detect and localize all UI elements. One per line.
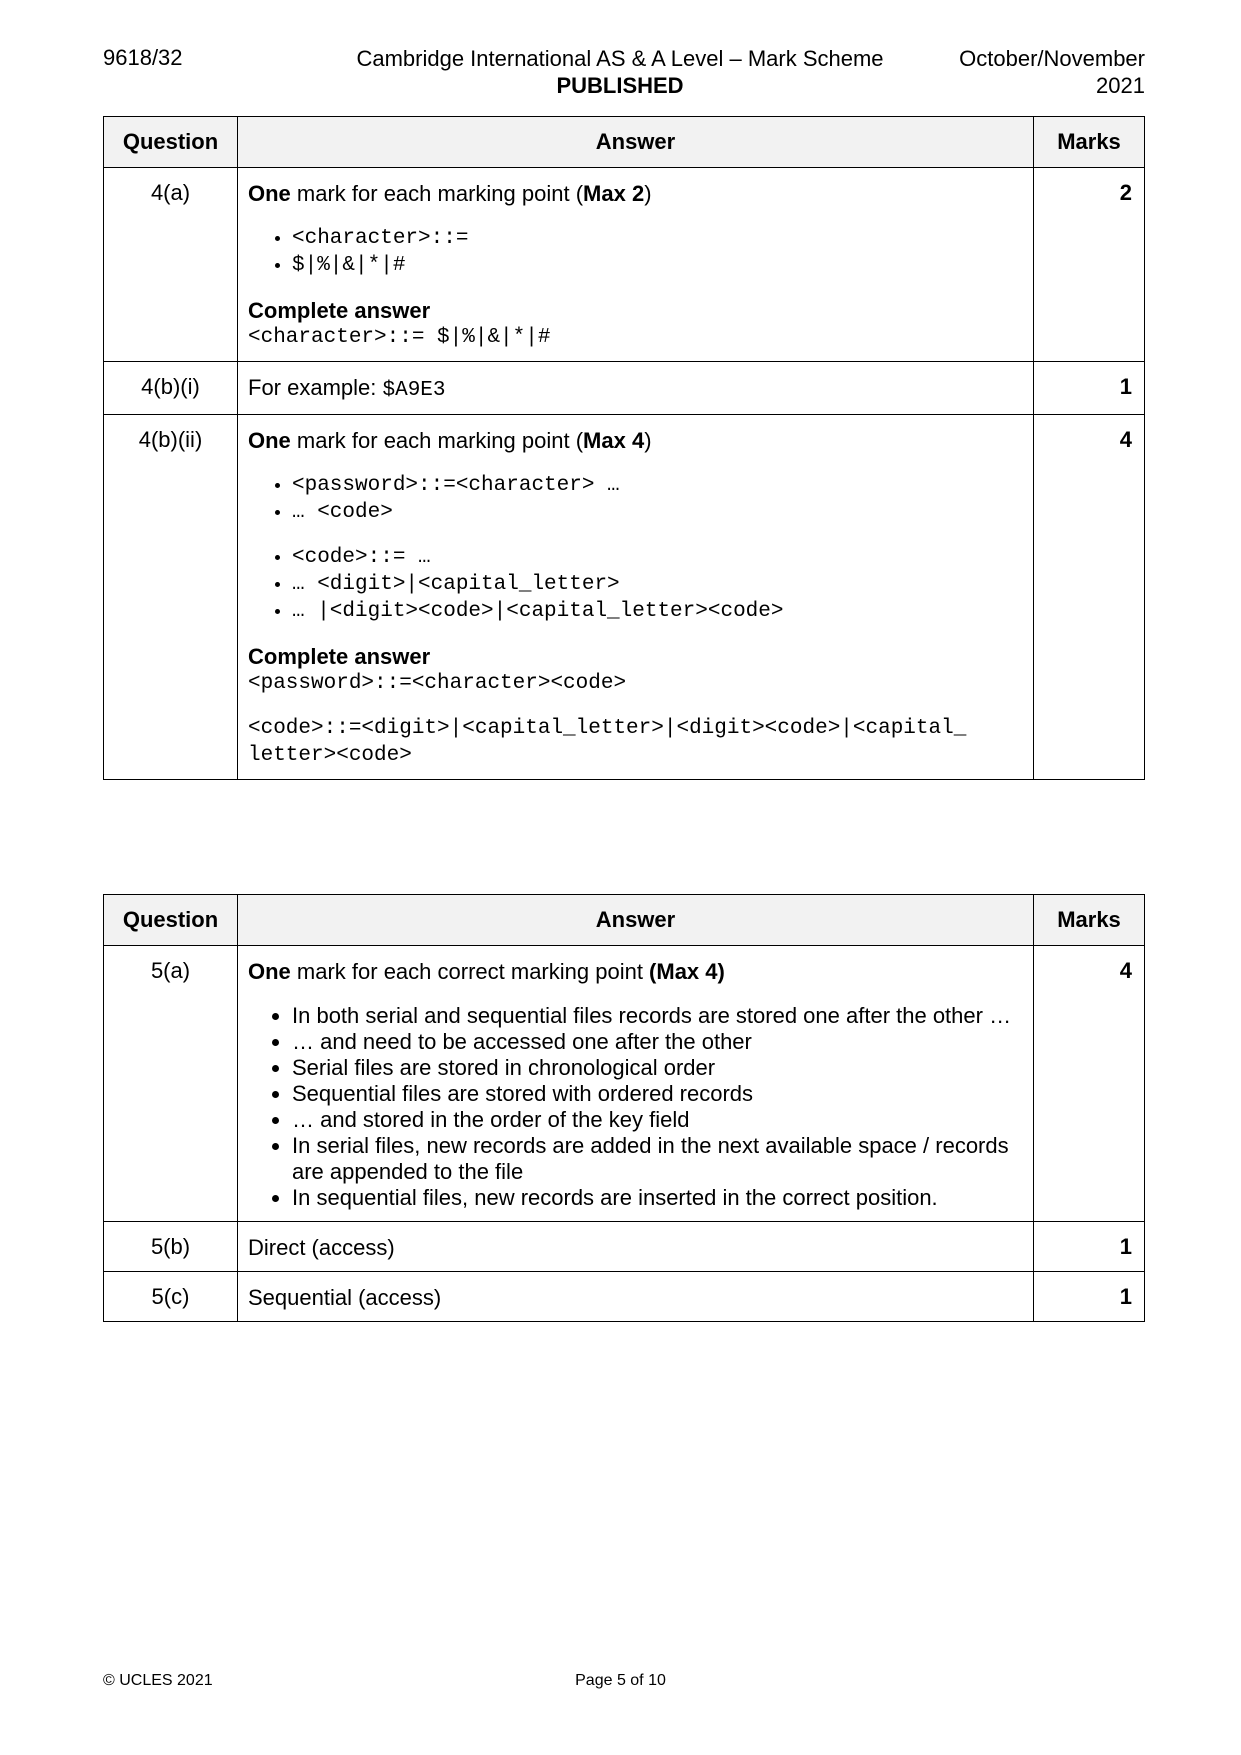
- list-item: • … and need to be accessed one after the other: [292, 1029, 1023, 1055]
- session-month: October/November: [959, 46, 1145, 71]
- marking-points: [248, 225, 1023, 279]
- answer-header: Answer: [238, 895, 1034, 946]
- question-header: Question: [104, 117, 238, 168]
- answer-cell: [238, 946, 1034, 1222]
- marks-value: 1: [1034, 362, 1145, 415]
- marks-value: 4: [1034, 946, 1145, 1222]
- question-number: 5(c): [104, 1272, 238, 1322]
- complete-answer: <character>::= $|%|&|*|#: [248, 326, 551, 349]
- list-item: • Serial files are stored in chronological order: [292, 1055, 1023, 1081]
- table-row: [104, 1222, 1145, 1272]
- table-header-row: [104, 895, 1145, 946]
- answer-header: Answer: [238, 117, 1034, 168]
- list-item: • In both serial and sequential files records are stored one after the other …: [292, 1003, 1023, 1029]
- marking-intro: One mark for each marking point (Max 4): [248, 428, 652, 453]
- answer-cell: Sequential (access): [238, 1272, 1034, 1322]
- table-header-row: [104, 117, 1145, 168]
- answer-cell: [238, 168, 1034, 362]
- complete-answer-label: Complete answer: [248, 298, 431, 323]
- list-item: • … |<digit><code>|<capital_letter><code>: [292, 598, 1023, 625]
- exam-session: [959, 45, 1145, 99]
- mark-scheme-table-5: [103, 894, 1145, 1322]
- marking-points: [248, 1003, 1023, 1211]
- question-number: 4(a): [104, 168, 238, 362]
- marking-intro: One mark for each correct marking point (Max 4): [248, 959, 725, 984]
- complete-answer: <password>::=<character><code>: [248, 672, 627, 695]
- marking-points: [248, 472, 1023, 526]
- answer-cell: [238, 415, 1034, 780]
- example-password: $A9E3: [382, 379, 446, 402]
- answer-cell: For example: $A9E3: [238, 362, 1034, 415]
- question-header: Question: [104, 895, 238, 946]
- marks-header: Marks: [1034, 117, 1145, 168]
- question-number: 4(b)(ii): [104, 415, 238, 780]
- marks-value: 1: [1034, 1222, 1145, 1272]
- title-text: Cambridge International AS & A Level – Mark Scheme: [356, 46, 884, 71]
- list-item: • … <digit>|<capital_letter>: [292, 571, 1023, 598]
- list-item: • … <code>: [292, 499, 1023, 526]
- list-item: • In sequential files, new records are inserted in the correct position.: [292, 1185, 1023, 1211]
- marks-value: 4: [1034, 415, 1145, 780]
- table-row: [104, 1272, 1145, 1322]
- list-item: • $|%|&|*|#: [292, 252, 1023, 279]
- marking-intro: One mark for each marking point (Max 2): [248, 181, 652, 206]
- published-label: PUBLISHED: [556, 73, 684, 98]
- copyright: © UCLES 2021: [103, 1672, 213, 1689]
- list-item: • In serial files, new records are added in the next available space / records are appended to the file: [292, 1133, 1023, 1185]
- complete-answer: letter><code>: [248, 744, 412, 767]
- table-row: [104, 362, 1145, 415]
- paper-code: 9618/32: [103, 45, 183, 70]
- question-number: 5(b): [104, 1222, 238, 1272]
- page-number: Page 5 of 10: [575, 1672, 666, 1689]
- answer-cell: Direct (access): [238, 1222, 1034, 1272]
- table-row: [104, 415, 1145, 780]
- marks-header: Marks: [1034, 895, 1145, 946]
- list-item: • <character>::=: [292, 225, 1023, 252]
- marks-value: 1: [1034, 1272, 1145, 1322]
- complete-answer: <code>::=<digit>|<capital_letter>|<digit><code>|<capital_: [248, 717, 967, 740]
- question-number: 5(a): [104, 946, 238, 1222]
- list-item: • <password>::=<character> …: [292, 472, 1023, 499]
- list-item: • … and stored in the order of the key field: [292, 1107, 1023, 1133]
- question-number: 4(b)(i): [104, 362, 238, 415]
- list-item: • Sequential files are stored with ordered records: [292, 1081, 1023, 1107]
- mark-scheme-table-4: [103, 116, 1145, 780]
- table-row: [104, 168, 1145, 362]
- table-row: [104, 946, 1145, 1222]
- document-title: [330, 45, 910, 99]
- session-year: 2021: [1096, 73, 1145, 98]
- marking-points: [248, 544, 1023, 625]
- marks-value: 2: [1034, 168, 1145, 362]
- list-item: • <code>::= …: [292, 544, 1023, 571]
- complete-answer-label: Complete answer: [248, 644, 431, 669]
